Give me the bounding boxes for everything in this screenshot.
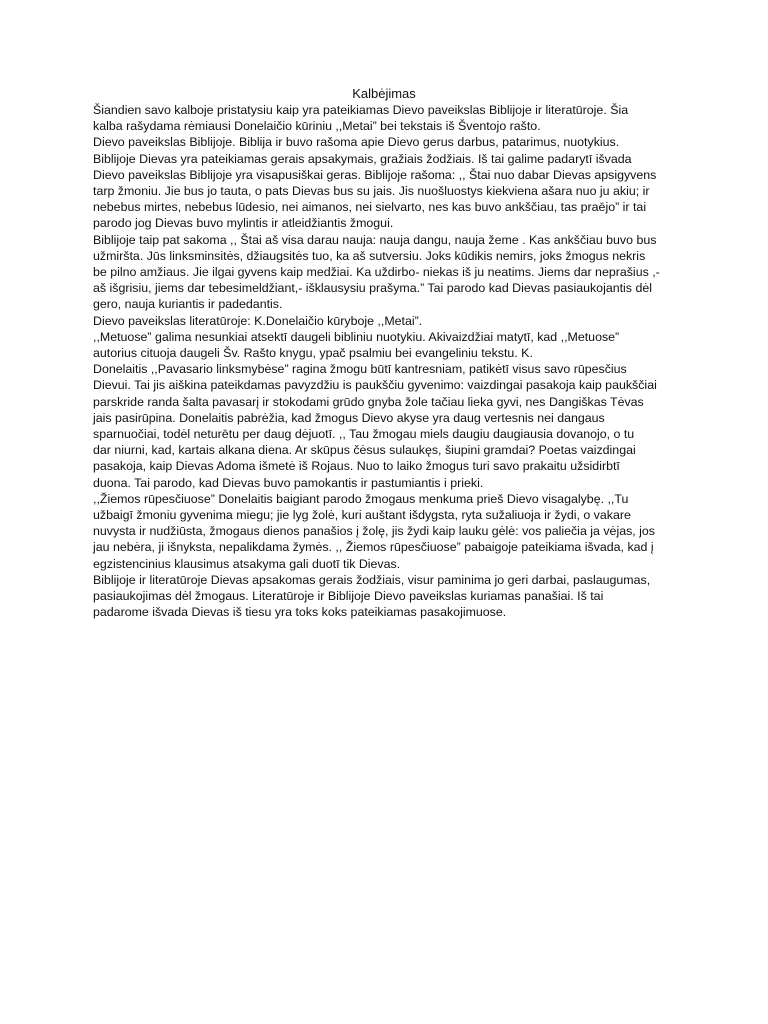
- text-line: Biblijoje taip pat sakoma ,, Štai aš visa darau nauja: nauja dangu, nauja žeme . Kas ankščiau buvo bus: [93, 232, 657, 247]
- text-line: Biblijoje Dievas yra pateikiamas gerais apsakymais, gražiais žodžiais. Iš tai galime padarytī išvada: [93, 151, 632, 166]
- text-line: pasiaukojimas dėl žmogaus. Literatūroje ir Biblijoje Dievo paveikslas kuriamas panašiai. Iš tai: [93, 589, 604, 604]
- text-line: aš išgrisiu, jiems dar tebesimeldžiant,- išklausysiu prašyma.” Tai parodo kad Dievas pasiaukojantis dėl: [93, 281, 652, 296]
- text-line: egzistencinius klausimus atsakyma gali duotī tik Dievas.: [93, 556, 401, 571]
- text-line: gero, nauja kuriantis ir padedantis.: [93, 297, 283, 312]
- text-line: nebebus mirtes, nebebus lūdesio, nei aimanos, nei sielvarto, nes kas buvo ankščiau, tas praējo” ir tai: [93, 200, 647, 215]
- text-line: Biblijoje ir literatūroje Dievas apsakomas gerais žodžiais, visur paminima jo geri darbai, paslaugumas,: [93, 572, 651, 587]
- text-line: sparnuočiai, todėl neturētu per daug dėjuotī. ,, Tau žmogau miels daugiu daugiausia dovanojo, o tu: [93, 427, 635, 442]
- text-line: Šiandien savo kalboje pristatysiu kaip yra pateikiamas Dievo paveikslas Biblijoje ir literatūroje. Šia: [93, 103, 629, 117]
- text-line: jais pasirūpina. Donelaitis pabrėžia, kad žmogus Dievo akyse yra daug vertesnis nei dangaus: [93, 410, 605, 425]
- text-line: dar niurni, kad, kartais alkana diena. Ar skūpus čėsus sulaukęs, šiupini gramdai? Poetas vaizdingai: [93, 443, 636, 458]
- text-line: Dievo paveikslas Biblijoje yra visapusiškai geras. Biblijoje rašoma: ,, Štai nuo dabar Dievas apsigyvens: [93, 167, 657, 182]
- text-line: užmiršta. Jūs linksminsitės, džiaugsitės tuo, ka aš sutversiu. Joks kūdikis nemirs, joks žmogus nekris: [93, 248, 646, 263]
- text-line: Dievui. Tai jis aiškina pateikdamas pavyzdžiu is paukščiu gyvenimo: vaizdingai pasakoja kaip paukščiai: [93, 378, 657, 393]
- text-line: parodo jog Dievas buvo mylintis ir atleidžiantis žmogui.: [93, 216, 394, 231]
- text-line: Donelaitis ,,Pavasario linksmybėse” ragina žmogu būtī kantresniam, patikėtī visus savo rūpesčius: [93, 362, 627, 377]
- text-line: pasakoja, kaip Dievas Adoma išmetė iš Rojaus. Nuo to laiko žmogus turi savo prakaitu užsidirbtī: [93, 459, 620, 474]
- text-line: be pilno amžiaus. Jie ilgai gyvens kaip medžiai. Ka uždirbo- niekas iš ju neatims. Jiems dar neprašius ,-: [93, 265, 660, 280]
- document-body: [93, 102, 683, 621]
- text-line: ,,Metuose” galima nesunkiai atsektī daugeli bibliniu nuotykiu. Akivaizdžiai matytī, kad ,,Metuose”: [93, 329, 620, 344]
- text-line: užbaigī žmoniu gyvenima miegu; jie lyg žolė, kuri auštant išdygsta, ryta sužaliuoja ir žydi, o vakare: [93, 508, 631, 523]
- text-line: Dievo paveikslas Biblijoje. Biblija ir buvo rašoma apie Dievo gerus darbus, patarimus, nuotykius.: [93, 135, 620, 150]
- text-line: Dievo paveikslas literatūroje: K.Donelaičio kūryboje ,,Metai”.: [93, 313, 423, 328]
- text-line: duona. Tai parodo, kad Dievas buvo pamokantis ir pastumiantis i prieki.: [93, 475, 484, 490]
- text-line: ,,Žiemos rūpesčiuose” Donelaitis baigiant parodo žmogaus menkuma prieš Dievo visagalybę. ,,Tu: [93, 491, 629, 506]
- text-line: nuvysta ir nudžiūsta, žmogaus dienos panašios į žolę, jis žydi kaip lauku gėlė: vos paliečia ja vėjas, jos: [93, 524, 656, 539]
- text-line: parskride randa šalta pavasarį ir stokodami grūdo gnyba žole tačiau lieka gyvi, nes Dangiškas Tėvas: [93, 394, 644, 409]
- document-title: Kalbėjimas: [352, 86, 416, 101]
- text-line: tarp žmoniu. Jie bus jo tauta, o pats Dievas bus su jais. Jis nuošluostys kiekviena ašara nuo ju akiu; ir: [93, 184, 650, 199]
- text-line: autorius cituoja daugeli Šv. Rašto knygu, ypač psalmiu bei evangeliniu tekstu. K.: [93, 346, 533, 361]
- text-line: kalba rašydama rėmiausi Donelaičio kūriniu ,,Metai” bei tekstais iš Šventojo rašto.: [93, 119, 541, 134]
- text-line: padarome išvada Dievas iš tiesu yra toks koks pateikiamas pasakojimuose.: [93, 605, 507, 620]
- text-line: jau nebėra, ji išnyksta, nepalikdama žymės. ,, Žiemos rūpesčiuose” pabaigoje pateikiama išvada, kad į: [93, 540, 654, 555]
